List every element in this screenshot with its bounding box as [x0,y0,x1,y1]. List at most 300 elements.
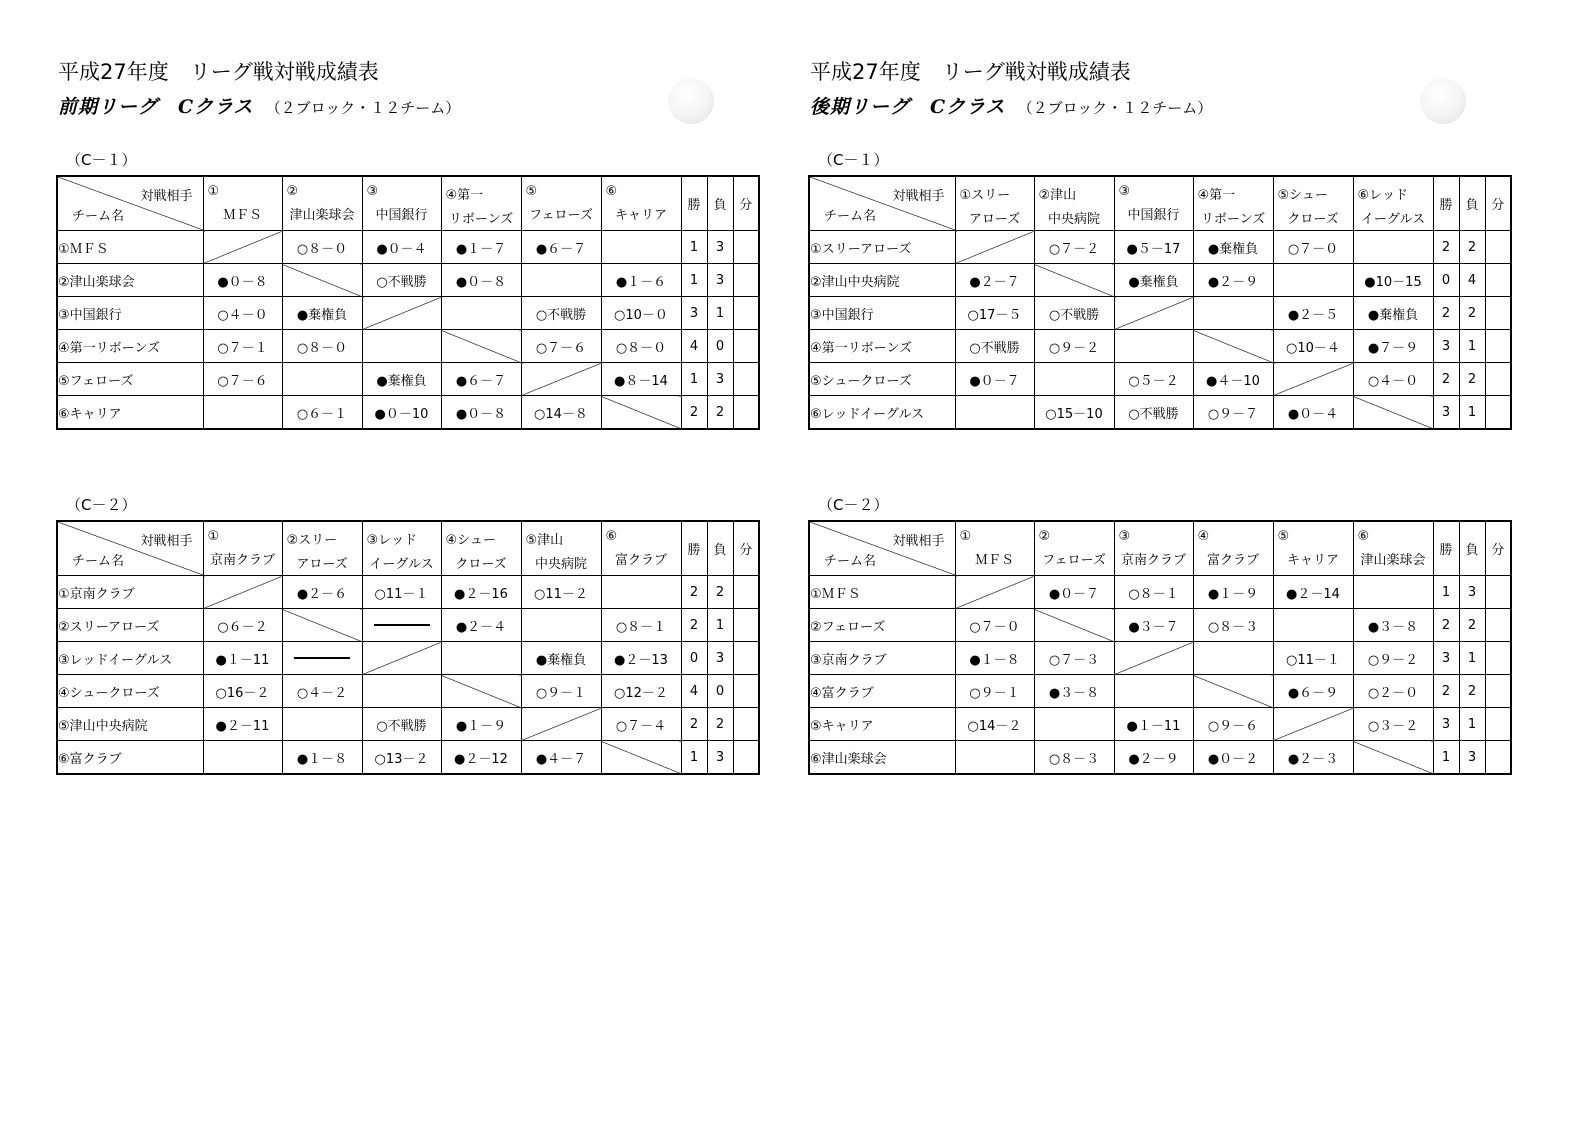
opponent-number: ① [959,529,972,544]
opponent-number: ① [207,529,220,544]
opponent-name: リボーンズ [448,212,514,227]
header-row [809,176,1511,231]
result-cell: ○不戦勝 [1034,297,1114,330]
opponent-name: ＭＦＳ [974,553,1014,568]
opponent-name: アローズ [968,212,1021,227]
result-cell [282,642,362,675]
wins-count: 1 [681,264,707,297]
baseball-watermark-icon [668,78,714,124]
draws-header: 分 [733,176,759,231]
wins-count: 3 [1433,396,1459,430]
opponent-name: 中国銀行 [1127,208,1180,223]
self-match-cell [601,396,681,430]
table-row [809,576,1511,609]
result-cell: ●０－８ [441,264,521,297]
panel-second-half [808,0,1528,800]
team-name: ③中国銀行 [809,297,955,330]
result-cell [1114,675,1193,708]
result-cell [1034,363,1114,396]
result-cell: ●１－９ [1193,576,1273,609]
opponent-number: ①スリー [959,188,1011,203]
team-name: ⑤津山中央病院 [57,708,203,741]
wins-count: 2 [681,396,707,430]
team-name: ②フェローズ [809,609,955,642]
opponent-number: ② [286,184,299,199]
team-name: ⑥レッドイーグルス [809,396,955,430]
wins-count: 3 [681,297,707,330]
self-match-cell [1273,363,1353,396]
wins-count: 2 [1433,231,1459,264]
table-row [809,231,1511,264]
table-row [57,363,759,396]
result-cell: ○14－８ [521,396,601,430]
self-match-cell [1193,330,1273,363]
draws-count [1485,576,1511,609]
result-cell: ●２－９ [1193,264,1273,297]
losses-count: 0 [707,675,733,708]
block-c2 [808,495,1512,775]
standings-table [808,175,1512,430]
table-row [57,330,759,363]
draws-count [733,576,759,609]
result-cell: ●０－２ [1193,741,1273,775]
table-row [809,330,1511,363]
opponent-name: 富クラブ [614,553,667,568]
opponent-header [1034,521,1114,576]
result-cell: ●６－７ [441,363,521,396]
opponent-name: イーグルス [369,557,434,572]
opponent-name: ＭＦＳ [222,208,262,223]
team-name: ⑤キャリア [809,708,955,741]
result-cell: ○９－６ [1193,708,1273,741]
team-label: チーム名 [72,554,125,569]
result-cell: ●棄権負 [1353,297,1433,330]
losses-count: 1 [1459,642,1485,675]
result-cell: ●２－９ [1114,741,1193,775]
draws-count [733,642,759,675]
result-cell: ●０－４ [362,231,441,264]
league-note: （２ブロック・１２チーム） [1017,99,1213,117]
table-row [809,297,1511,330]
result-cell: ●３－８ [1034,675,1114,708]
opponent-header [1034,176,1114,231]
opponent-number: ③ [1118,529,1131,544]
team-name: ⑤フェローズ [57,363,203,396]
result-cell [362,330,441,363]
result-cell: ○４－２ [282,675,362,708]
corner-header [57,176,203,231]
team-label: チーム名 [72,209,125,224]
self-match-cell [955,231,1034,264]
opponent-header [601,521,681,576]
standings-table [56,175,760,430]
draws-count [733,264,759,297]
wins-count: 1 [681,741,707,775]
losses-count: 2 [707,576,733,609]
wins-count: 2 [1433,363,1459,396]
opponent-header [1273,176,1353,231]
draws-count [1485,396,1511,430]
result-cell: ●６－９ [1273,675,1353,708]
self-match-cell [1034,264,1114,297]
opponent-name: 津山楽球会 [289,208,355,223]
block-label: （C－１） [66,151,137,169]
result-cell: ●１－８ [282,741,362,775]
team-label: チーム名 [824,209,877,224]
result-cell [601,231,681,264]
result-cell: ○不戦勝 [362,264,441,297]
self-match-cell [1034,609,1114,642]
result-cell [203,741,282,775]
losses-count: 1 [1459,396,1485,430]
losses-count: 2 [1459,675,1485,708]
result-cell [1193,297,1273,330]
wins-header: 勝 [1433,521,1459,576]
losses-count: 2 [1459,231,1485,264]
draws-count [733,330,759,363]
result-cell: ○６－１ [282,396,362,430]
wins-count: 3 [1433,642,1459,675]
losses-header: 負 [707,176,733,231]
result-cell: ○12－２ [601,675,681,708]
result-cell: ●２－３ [1273,741,1353,775]
standings-table [56,520,760,775]
result-cell: ○８－３ [1034,741,1114,775]
result-cell [282,708,362,741]
result-cell: ○７－０ [1273,231,1353,264]
team-name: ③中国銀行 [57,297,203,330]
draws-header: 分 [1485,521,1511,576]
result-cell: ○９－２ [1034,330,1114,363]
losses-count: 4 [1459,264,1485,297]
table-row [57,642,759,675]
wins-count: 2 [1433,675,1459,708]
result-cell: ○11－１ [362,576,441,609]
result-cell: ●２－13 [601,642,681,675]
result-cell [955,741,1034,775]
result-cell: ●０－８ [203,264,282,297]
wins-header: 勝 [681,176,707,231]
result-cell [1353,576,1433,609]
result-cell: ●棄権負 [521,642,601,675]
league-note: （２ブロック・１２チーム） [265,99,461,117]
draws-count [1485,708,1511,741]
opponent-number: ⑤津山 [525,533,564,548]
self-match-cell [441,330,521,363]
result-cell: ○９－７ [1193,396,1273,430]
opponent-number: ④シュー [445,533,496,548]
self-match-cell [441,675,521,708]
losses-header: 負 [1459,521,1485,576]
wins-count: 2 [681,576,707,609]
result-cell: ●１－11 [203,642,282,675]
result-cell: ○８－１ [601,609,681,642]
result-cell: ●６－７ [521,231,601,264]
draws-count [1485,264,1511,297]
result-cell: ●２－５ [1273,297,1353,330]
header-row [57,176,759,231]
table-row [809,708,1511,741]
panel-first-half [56,0,776,800]
league-name: 後期リーグ Cクラス [810,96,1006,118]
team-name: ⑤シュークローズ [809,363,955,396]
result-cell: ●２－12 [441,741,521,775]
result-cell [441,642,521,675]
table-row [57,297,759,330]
result-cell [521,264,601,297]
opponent-name: フェローズ [1042,553,1106,568]
wins-header: 勝 [681,521,707,576]
opponent-name: クローズ [455,557,507,572]
self-match-cell [1353,396,1433,430]
result-cell: ●棄権負 [1193,231,1273,264]
result-cell: ○不戦勝 [362,708,441,741]
draws-count [733,363,759,396]
block-c1 [56,150,760,430]
opponent-label: 対戦相手 [140,189,193,204]
wins-header: 勝 [1433,176,1459,231]
result-cell: ●０－７ [955,363,1034,396]
result-cell: ●１－７ [441,231,521,264]
team-name: ②スリーアローズ [57,609,203,642]
losses-count: 1 [707,297,733,330]
result-cell [362,609,441,642]
self-match-cell [282,264,362,297]
opponent-number: ③ [1118,184,1131,199]
opponent-name: 津山楽球会 [1360,553,1426,568]
draws-count [733,675,759,708]
result-cell: ●５－17 [1114,231,1193,264]
opponent-label: 対戦相手 [140,534,193,549]
team-name: ②津山楽球会 [57,264,203,297]
self-match-cell [1273,708,1353,741]
self-match-cell [282,609,362,642]
standings-table [808,520,1512,775]
cancelled-match-line [374,624,430,626]
block-label: （C－２） [818,496,889,514]
result-cell: ○10－４ [1273,330,1353,363]
self-match-cell [362,297,441,330]
draws-header: 分 [1485,176,1511,231]
wins-count: 4 [681,675,707,708]
opponent-name: 中国銀行 [375,208,428,223]
wins-count: 3 [1433,330,1459,363]
result-cell: ○７－４ [601,708,681,741]
draws-count [733,708,759,741]
team-name: ①スリーアローズ [809,231,955,264]
result-cell: ●０－８ [441,396,521,430]
result-cell: ○９－１ [521,675,601,708]
result-cell: ●８－14 [601,363,681,396]
result-cell: ●１－８ [955,642,1034,675]
table-row [57,231,759,264]
result-cell [955,396,1034,430]
opponent-name: 中央病院 [1047,212,1100,227]
result-cell: ○５－２ [1114,363,1193,396]
result-cell: ○８－３ [1193,609,1273,642]
result-cell: ○７－２ [1034,231,1114,264]
table-row [809,363,1511,396]
opponent-header [441,521,521,576]
opponent-number: ④第一 [1197,188,1236,203]
corner-header [809,176,955,231]
opponent-name: リボーンズ [1200,212,1266,227]
opponent-header [282,176,362,231]
result-cell: ○不戦勝 [955,330,1034,363]
losses-count: 3 [707,231,733,264]
opponent-number: ②スリー [286,533,338,548]
wins-count: 2 [681,708,707,741]
table-row [809,741,1511,775]
team-name: ③レッドイーグルス [57,642,203,675]
losses-count: 1 [1459,330,1485,363]
losses-header: 負 [1459,176,1485,231]
result-cell: ●０－７ [1034,576,1114,609]
result-cell: ●棄権負 [282,297,362,330]
opponent-number: ① [207,184,220,199]
draws-count [1485,297,1511,330]
self-match-cell [1193,675,1273,708]
opponent-header [1193,176,1273,231]
opponent-number: ⑥ [605,184,618,199]
result-cell: ○７－６ [203,363,282,396]
wins-count: 1 [681,363,707,396]
result-cell: ○11－２ [521,576,601,609]
wins-count: 4 [681,330,707,363]
cancelled-match-line [294,657,350,659]
opponent-number: ② [1038,529,1051,544]
self-match-cell [1353,741,1433,775]
result-cell [521,609,601,642]
draws-count [1485,363,1511,396]
self-match-cell [203,231,282,264]
result-cell: ○16－２ [203,675,282,708]
opponent-header [362,176,441,231]
opponent-number: ⑤ [525,184,538,199]
result-cell [282,363,362,396]
losses-count: 1 [1459,708,1485,741]
losses-count: 3 [1459,576,1485,609]
block-c2 [56,495,760,775]
draws-count [733,609,759,642]
result-cell: ○９－１ [955,675,1034,708]
wins-count: 1 [1433,576,1459,609]
opponent-header [1353,521,1433,576]
opponent-name: 富クラブ [1206,553,1259,568]
opponent-header [1114,521,1193,576]
result-cell: ○８－０ [601,330,681,363]
result-cell: ○７－６ [521,330,601,363]
wins-count: 0 [1433,264,1459,297]
self-match-cell [521,708,601,741]
page-title: 平成27年度 リーグ戦対戦成績表 [58,60,379,84]
draws-count [1485,330,1511,363]
result-cell: ●２－７ [955,264,1034,297]
losses-count: 2 [1459,609,1485,642]
team-label: チーム名 [824,554,877,569]
draws-count [1485,231,1511,264]
result-cell: ●２－４ [441,609,521,642]
opponent-name: 京南クラブ [1120,553,1186,568]
opponent-number: ⑥レッド [1357,188,1409,203]
result-cell: ●３－８ [1353,609,1433,642]
team-name: ④第一リボーンズ [809,330,955,363]
result-cell: ○４－０ [203,297,282,330]
result-cell: ●４－７ [521,741,601,775]
draws-count [1485,741,1511,775]
result-cell: ●２－６ [282,576,362,609]
opponent-header [1353,176,1433,231]
team-name: ⑥津山楽球会 [809,741,955,775]
team-name: ③京南クラブ [809,642,955,675]
self-match-cell [1114,297,1193,330]
result-cell [601,576,681,609]
result-cell: ●７－９ [1353,330,1433,363]
table-row [57,609,759,642]
opponent-header [441,176,521,231]
losses-count: 2 [1459,297,1485,330]
wins-count: 1 [1433,741,1459,775]
result-cell: ○８－０ [282,231,362,264]
page-title: 平成27年度 リーグ戦対戦成績表 [810,60,1131,84]
draws-count [733,741,759,775]
opponent-header [1114,176,1193,231]
result-cell: ○９－２ [1353,642,1433,675]
losses-count: 2 [1459,363,1485,396]
result-cell: ○２－０ [1353,675,1433,708]
result-cell [1193,642,1273,675]
result-cell: ○不戦勝 [1114,396,1193,430]
wins-count: 1 [681,231,707,264]
corner-header [57,521,203,576]
result-cell [1273,264,1353,297]
draws-count [733,231,759,264]
baseball-watermark-icon [1420,78,1466,124]
result-cell: ●３－７ [1114,609,1193,642]
result-cell [1353,231,1433,264]
result-cell: ○８－０ [282,330,362,363]
result-cell: ○７－１ [203,330,282,363]
opponent-label: 対戦相手 [892,189,945,204]
opponent-header [1193,521,1273,576]
result-cell: ●棄権負 [362,363,441,396]
wins-count: 2 [1433,609,1459,642]
result-cell: ●１－９ [441,708,521,741]
self-match-cell [1114,642,1193,675]
opponent-number: ⑥ [605,529,618,544]
result-cell: ●10－15 [1353,264,1433,297]
team-name: ⑥富クラブ [57,741,203,775]
block-label: （C－１） [818,151,889,169]
result-cell [362,675,441,708]
opponent-header [282,521,362,576]
losses-count: 3 [707,642,733,675]
opponent-number: ③レッド [366,533,418,548]
table-row [57,741,759,775]
result-cell: ○７－３ [1034,642,1114,675]
self-match-cell [955,576,1034,609]
league-name: 前期リーグ Cクラス [58,96,254,118]
opponent-header [203,176,282,231]
losses-count: 3 [707,363,733,396]
self-match-cell [362,642,441,675]
result-cell: ○10－０ [601,297,681,330]
result-cell [203,396,282,430]
losses-count: 2 [707,396,733,430]
wins-count: 0 [681,642,707,675]
table-row [809,609,1511,642]
result-cell: ○４－０ [1353,363,1433,396]
